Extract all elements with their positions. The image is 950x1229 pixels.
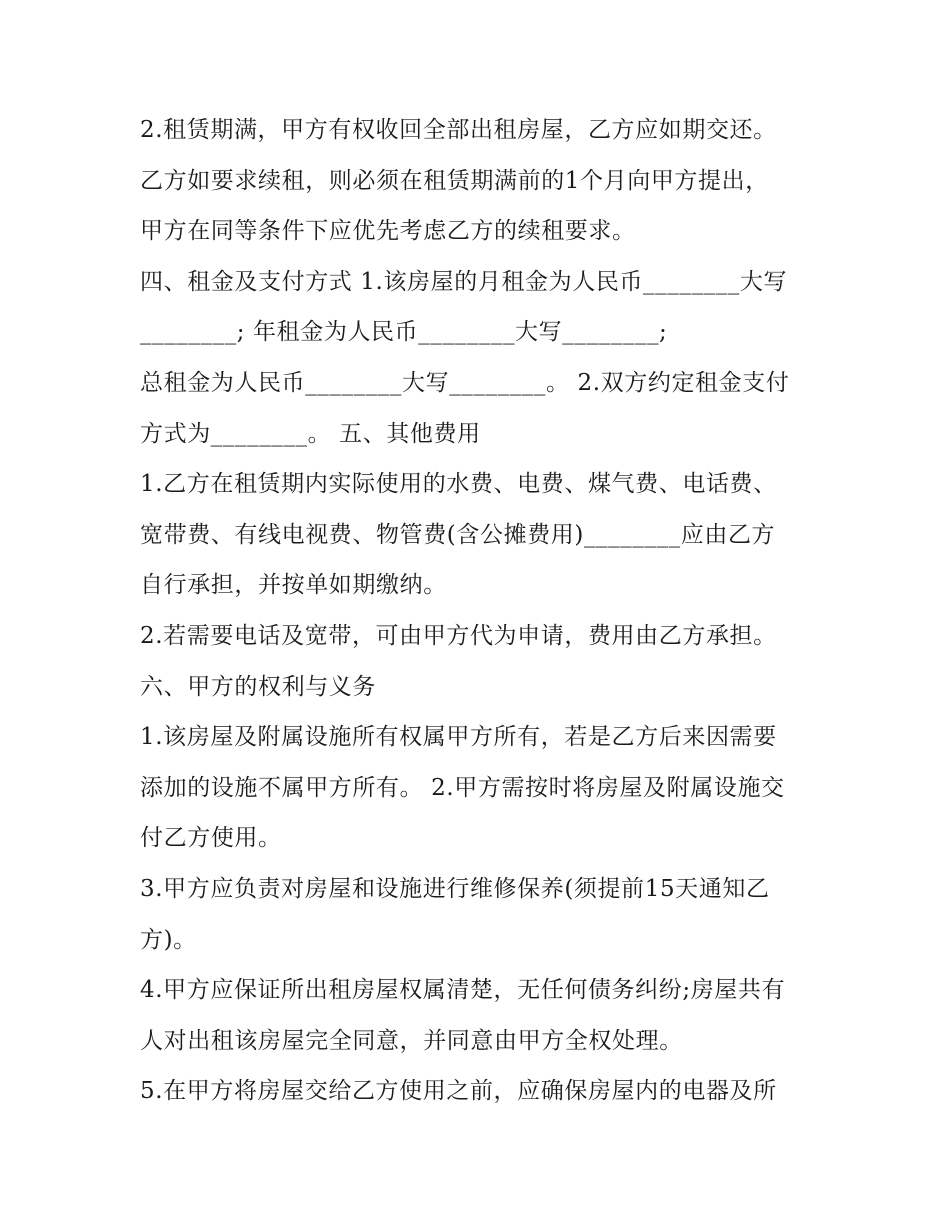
text-line: 1.乙方在租赁期内实际使用的水费、电费、煤气费、电话费、 xyxy=(140,471,777,498)
document-body xyxy=(140,105,830,1117)
text-line: 1.该房屋及附属设施所有权属甲方所有，若是乙方后来因需要 xyxy=(140,724,777,751)
text-line: 添加的设施不属甲方所有。 2.甲方需按时将房屋及附属设施交 xyxy=(140,774,785,801)
section-heading-other-fees: 方式为________。 五、其他费用 xyxy=(140,420,481,447)
text-line: ________; 年租金为人民币________大写________; xyxy=(140,319,668,346)
text-line: 宽带费、有线电视费、物管费(含公摊费用)________应由乙方 xyxy=(140,521,776,548)
text-line: 4.甲方应保证所出租房屋权属清楚，无任何债务纠纷;房屋共有 xyxy=(140,977,786,1004)
text-line: 2.租赁期满，甲方有权收回全部出租房屋，乙方应如期交还。 xyxy=(140,117,777,143)
section-heading-rent: 四、租金及支付方式 1.该房屋的月租金为人民币________大写 xyxy=(140,268,788,295)
text-line: 甲方在同等条件下应优先考虑乙方的续租要求。 xyxy=(140,218,636,245)
text-line: 乙方如要求续租，则必须在租赁期满前的1个月向甲方提出， xyxy=(140,167,769,194)
text-line: 总租金为人民币________大写________。 2.双方约定租金支付 xyxy=(140,369,790,396)
text-line: 付乙方使用。 xyxy=(140,825,282,852)
text-line: 人对出租该房屋完全同意，并同意由甲方全权处理。 xyxy=(140,1027,683,1054)
text-line: 5.在甲方将房屋交给乙方使用之前，应确保房屋内的电器及所 xyxy=(140,1078,777,1105)
text-line: 方)。 xyxy=(140,926,197,953)
text-line: 自行承担，并按单如期缴纳。 xyxy=(140,572,447,599)
text-line: 2.若需要电话及宽带，可由甲方代为申请，费用由乙方承担。 xyxy=(140,622,777,649)
section-heading-party-a: 六、甲方的权利与义务 xyxy=(140,673,376,700)
text-line: 3.甲方应负责对房屋和设施进行维修保养(须提前15天通知乙 xyxy=(140,875,770,902)
